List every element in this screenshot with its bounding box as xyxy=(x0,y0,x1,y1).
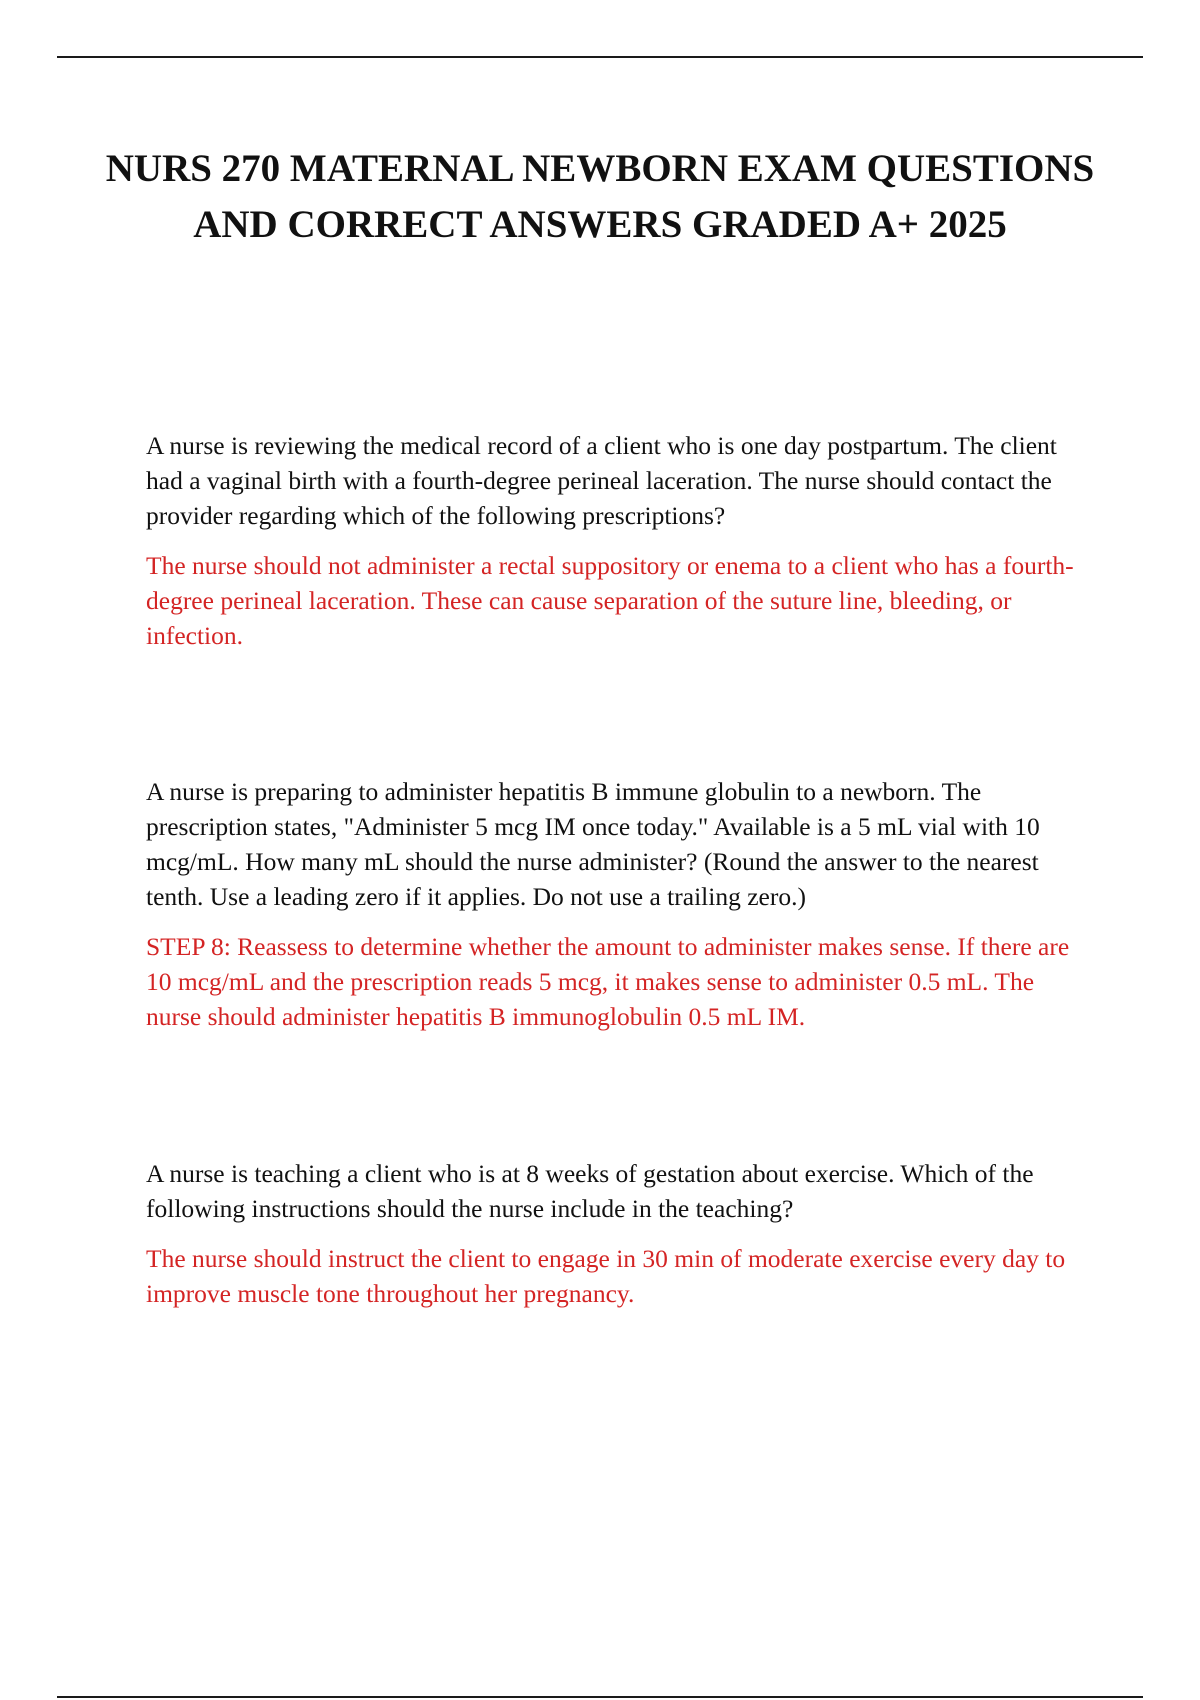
question-text: A nurse is preparing to administer hepatitis B immune globulin to a newborn. The prescription states, "Administer 5 mcg IM once today." Available is a 5 mL vial with 10 mcg/mL. How many mL should the nurse administer? (Round the answer to the nearest tenth. Use a leading zero if it applies. Do not use a trailing zero.) xyxy=(146,777,1040,911)
qa-item xyxy=(146,428,1094,653)
qa-item xyxy=(146,1156,1094,1311)
document-title: NURS 270 MATERNAL NEWBORN EXAM QUESTIONS AND CORRECT ANSWERS GRADED A+ 2025 xyxy=(105,147,1095,246)
answer-text: The nurse should not administer a rectal suppository or enema to a client who has a fourth-degree perineal laceration. These can cause separation of the suture line, bleeding, or infection. xyxy=(146,551,1074,650)
top-rule xyxy=(57,56,1143,58)
qa-item xyxy=(146,774,1094,1034)
answer-text: The nurse should instruct the client to engage in 30 min of moderate exercise every day to improve muscle tone throughout her pregnancy. xyxy=(146,1244,1066,1308)
question-text: A nurse is reviewing the medical record of a client who is one day postpartum. The client had a vaginal birth with a fourth-degree perineal laceration. The nurse should contact the provider regarding which of the following prescriptions? xyxy=(146,431,1057,530)
bottom-rule xyxy=(57,1696,1143,1698)
question-text: A nurse is teaching a client who is at 8 weeks of gestation about exercise. Which of the following instructions should the nurse include in the teaching? xyxy=(146,1159,1034,1223)
answer-text: STEP 8: Reassess to determine whether the amount to administer makes sense. If there are 10 mcg/mL and the prescription reads 5 mcg, it makes sense to administer 0.5 mL. The nurse should administer hepatitis B immunoglobulin 0.5 mL IM. xyxy=(146,932,1070,1031)
